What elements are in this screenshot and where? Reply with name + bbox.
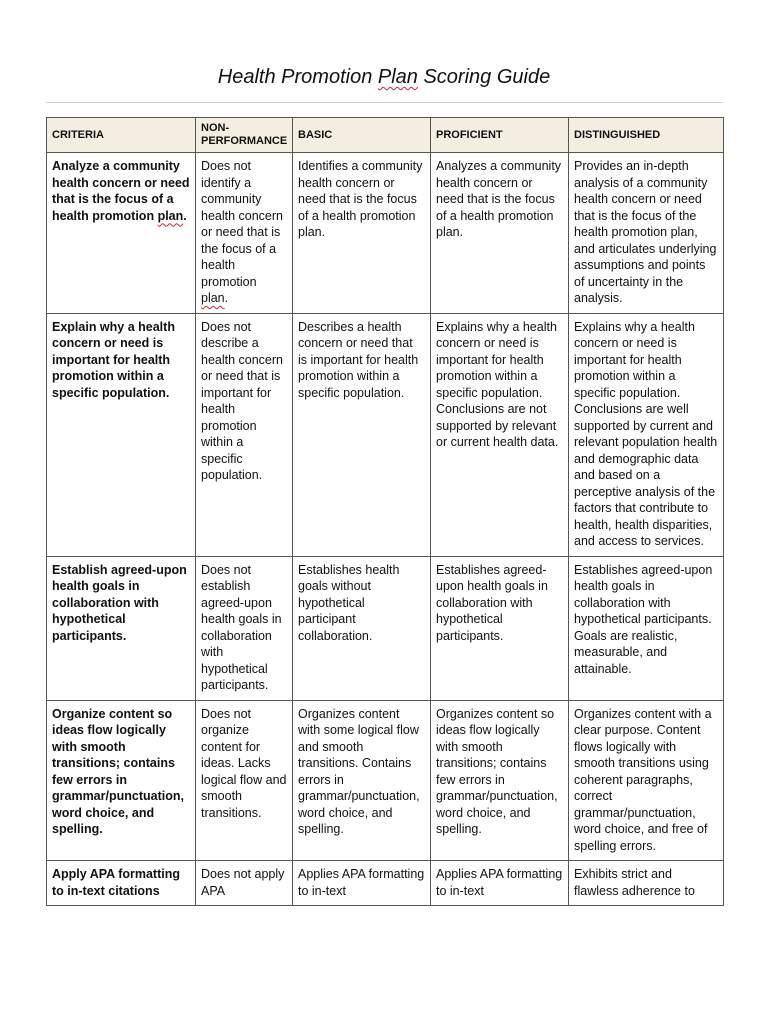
proficient-cell: Analyzes a community health concern or need that is the focus of a health promotion plan. <box>431 153 569 314</box>
title-text-end: Scoring Guide <box>417 66 551 88</box>
proficient-cell: Applies APA formatting to in-text <box>431 861 569 906</box>
proficient-cell: Establishes agreed-upon health goals in collaboration with hypothetical participants. <box>431 556 569 700</box>
basic-cell: Describes a health concern or need that is important for health promotion within a specific population. <box>293 313 431 556</box>
non-performance-cell: Does not organize content for ideas. Lacks logical flow and smooth transitions. <box>196 700 293 861</box>
proficient-cell: Organizes content so ideas flow logically with smooth transitions; contains few errors in grammar/punctuation, word choice, and spelling. <box>431 700 569 861</box>
table-row <box>47 313 724 556</box>
distinguished-cell: Organizes content with a clear purpose. Content flows logically with smooth transitions using coherent paragraphs, correct grammar/punctuation, word choice, and free of spelling errors. <box>569 700 724 861</box>
header-distinguished: DISTINGUISHED <box>569 118 724 153</box>
basic-cell: Applies APA formatting to in-text <box>293 861 431 906</box>
proficient-cell: Explains why a health concern or need is important for health promotion within a specific population. Conclusions are not supported by relevant or current health data. <box>431 313 569 556</box>
criteria-cell <box>47 153 196 314</box>
distinguished-cell: Explains why a health concern or need is important for health promotion within a specific population. Conclusions are well supported by current and relevant population health and demographic data and based on a perceptive analysis of the factors that contribute to health, health disparities, and access to services. <box>569 313 724 556</box>
distinguished-cell: Provides an in-depth analysis of a community health concern or need that is the focus of the health promotion plan, and articulates underlying assumptions and points of uncertainty in the analysis. <box>569 153 724 314</box>
table-header-row <box>47 118 724 153</box>
non-performance-cell: Does not establish agreed-upon health goals in collaboration with hypothetical participants. <box>196 556 293 700</box>
document-title <box>0 66 768 89</box>
criteria-text: Analyze a community health concern or need that is the focus of a health promotion <box>52 159 190 223</box>
distinguished-cell: Establishes agreed-upon health goals in collaboration with hypothetical participants. Goals are realistic, measurable, and attainable. <box>569 556 724 700</box>
non-performance-cell <box>196 153 293 314</box>
non-performance-cell: Does not apply APA <box>196 861 293 906</box>
page-bottom-margin <box>0 930 768 1024</box>
header-proficient: PROFICIENT <box>431 118 569 153</box>
criteria-cell: Apply APA formatting to in-text citations <box>47 861 196 906</box>
table-row <box>47 556 724 700</box>
header-non-performance: NON-PERFORMANCE <box>196 118 293 153</box>
distinguished-cell: Exhibits strict and flawless adherence to <box>569 861 724 906</box>
criteria-cell: Explain why a health concern or need is important for health promotion within a specific population. <box>47 313 196 556</box>
table-row <box>47 861 724 906</box>
scoring-guide-table <box>46 117 724 906</box>
title-text-start: Health Promotion <box>217 66 378 88</box>
title-spellcheck-word: Plan <box>377 66 418 88</box>
basic-cell: Organizes content with some logical flow and smooth transitions. Contains errors in grammar/punctuation, word choice, and spelling. <box>293 700 431 861</box>
title-divider <box>46 102 723 103</box>
non-performance-text-end: . <box>224 291 229 305</box>
table-row <box>47 700 724 861</box>
header-basic: BASIC <box>293 118 431 153</box>
basic-cell: Identifies a community health concern or need that is the focus of a health promotion plan. <box>293 153 431 314</box>
criteria-text-end: . <box>183 208 187 223</box>
basic-cell: Establishes health goals without hypothetical participant collaboration. <box>293 556 431 700</box>
header-criteria: CRITERIA <box>47 118 196 153</box>
non-performance-cell: Does not describe a health concern or need that is important for health promotion within a specific population. <box>196 313 293 556</box>
criteria-cell: Organize content so ideas flow logically with smooth transitions; contains few errors in grammar/punctuation, word choice, and spelling. <box>47 700 196 861</box>
criteria-cell: Establish agreed-upon health goals in collaboration with hypothetical participants. <box>47 556 196 700</box>
non-performance-text: Does not identify a community health concern or need that is the focus of a health promotion <box>201 159 284 289</box>
spellcheck-word: plan <box>157 208 184 223</box>
spellcheck-word: plan <box>201 291 225 305</box>
table-row <box>47 153 724 314</box>
